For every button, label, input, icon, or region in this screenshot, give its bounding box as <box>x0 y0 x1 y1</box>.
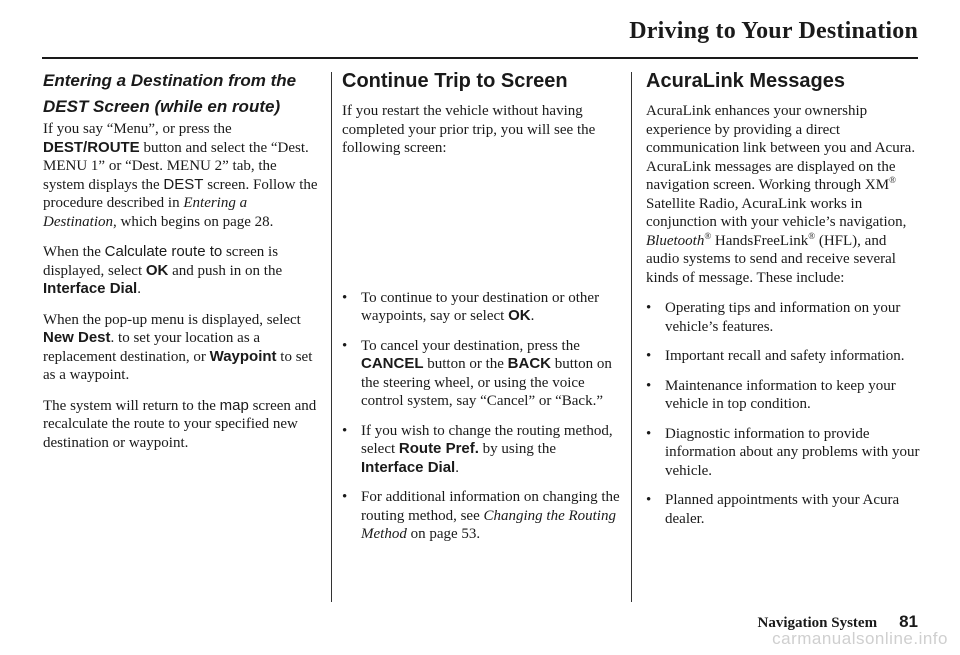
list-item: • For additional information on changing the routing method, see Changing the Routing Method on page 53. <box>342 488 620 544</box>
list-item: • Important recall and safety information. <box>646 347 922 366</box>
option-name-new-dest: New Dest <box>43 329 111 346</box>
bullet-list <box>646 299 922 528</box>
column-divider <box>631 72 632 602</box>
paragraph: If you say “Menu”, or press the DEST/ROUTE button and select the “Dest. MENU 1” or “Dest. MENU 2” tab, the system displays the DEST screen. Follow the procedure described in Entering a Destination, which begins on page 28. <box>43 121 318 230</box>
bullet-list <box>342 289 620 544</box>
footer-label: Navigation System <box>757 615 878 631</box>
paragraph: If you restart the vehicle without having completed your prior trip, you will see the following screen: <box>342 103 596 156</box>
column-divider <box>331 72 332 602</box>
watermark: carmanualsonline.info <box>772 629 948 648</box>
option-name-route-pref: Route Pref. <box>398 440 479 457</box>
paragraph: AcuraLink enhances your ownership experience by providing a direct communication link between you and Acura. AcuraLink messages are displayed on the navigation screen. Working through XM® Satellite Radio, AcuraLink works in conjunction with your vehicle’s navigation, Bluetooth® HandsFreeLink® (HFL), and audio systems to send and receive several kinds of message. These include: <box>646 103 916 286</box>
list-item: • To continue to your destination or other waypoints, say or select OK. <box>342 289 620 326</box>
paragraph: When the Calculate route to screen is displayed, select OK and push in on the Interface Dial. <box>43 243 283 297</box>
column-dest-screen <box>43 64 320 464</box>
button-name-route: ROUTE <box>87 138 140 156</box>
button-name-ok: OK <box>508 307 531 324</box>
list-item: • Maintenance information to keep your vehicle in top condition. <box>646 377 922 414</box>
paragraph: When the pop-up menu is displayed, select New Dest. to set your location as a replacement destination, or Waypoint to set as a waypoint. <box>43 311 313 383</box>
section-heading-continue-trip: Continue Trip to Screen <box>342 70 568 92</box>
control-name-interface-dial: Interface Dial <box>361 458 456 476</box>
page-title: Driving to Your Destination <box>629 18 918 44</box>
list-item: • Diagnostic information to provide information about any problems with your vehicle. <box>646 425 922 481</box>
screen-name-map: map <box>219 396 249 414</box>
column-acuralink <box>646 64 922 539</box>
button-name-ok: OK <box>145 261 169 279</box>
cross-reference: Changing the Routing Method <box>361 507 616 542</box>
control-name-interface-dial: Interface Dial <box>43 280 138 297</box>
button-name-cancel: CANCEL <box>361 355 424 372</box>
screen-name-calculate: Calculate route to <box>104 243 223 260</box>
header-rule <box>42 57 918 59</box>
section-heading-acuralink: AcuraLink Messages <box>646 70 845 92</box>
column-continue-trip <box>342 64 620 555</box>
option-name-waypoint: Waypoint <box>209 347 277 365</box>
list-item: • Planned appointments with your Acura dealer. <box>646 491 922 528</box>
heading-line: DEST Screen (while en route) <box>43 97 281 116</box>
section-heading-dest-screen <box>43 68 320 120</box>
page-number: 81 <box>899 612 918 631</box>
list-item: • Operating tips and information on your vehicle’s features. <box>646 299 922 336</box>
screen-name-dest: DEST <box>163 175 204 193</box>
list-item: • If you wish to change the routing method, select Route Pref. by using the Interface Dial. <box>342 422 620 478</box>
paragraph: The system will return to the map screen and recalculate the route to your specified new destination or waypoint. <box>43 396 317 451</box>
button-name-dest: DEST <box>43 138 84 156</box>
list-item: • To cancel your destination, press the CANCEL button or the BACK button on the steering wheel, or using the voice control system, say “Cancel” or “Back.” <box>342 337 620 411</box>
cross-reference: Entering a Destination <box>43 195 248 230</box>
button-name-back: BACK <box>507 355 551 372</box>
heading-line: Entering a Destination from the <box>43 71 297 90</box>
